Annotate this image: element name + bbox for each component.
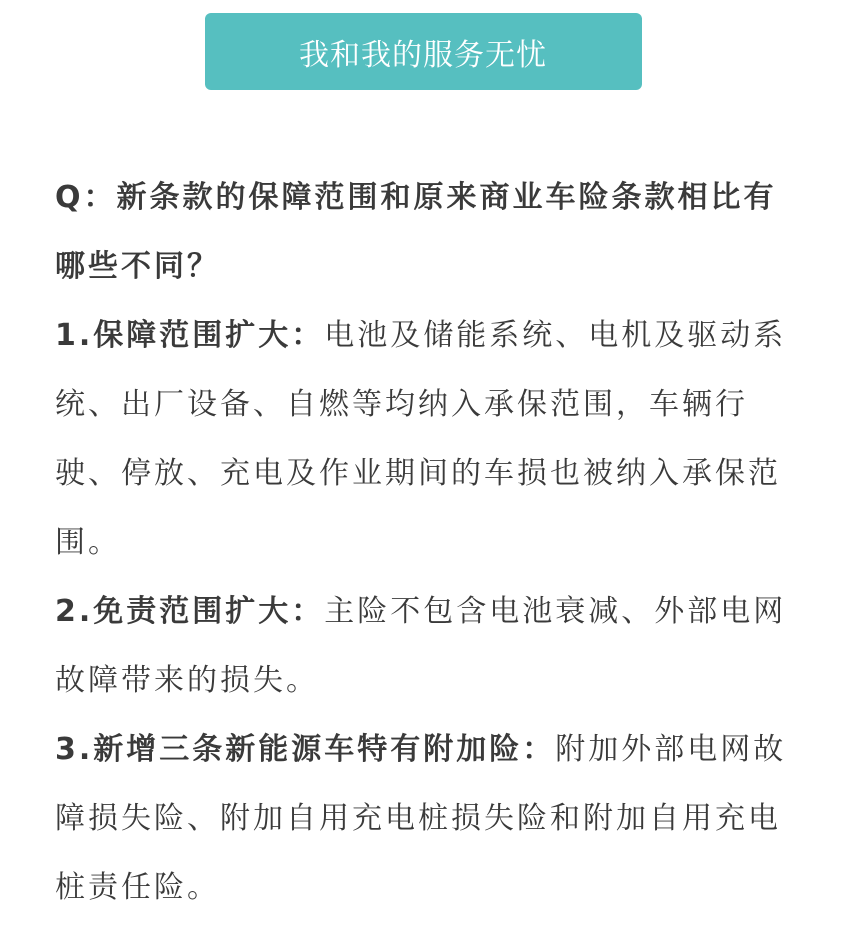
answer-item-1-heading: 1.保障范围扩大： (55, 318, 325, 353)
answer-item-3-heading: 3.新增三条新能源车特有附加险： (55, 732, 556, 767)
faq-question: Q：新条款的保障范围和原来商业车险条款相比有哪些不同？ (55, 180, 777, 284)
faq-answer-item-2 (55, 577, 800, 715)
faq-answer-item-3 (55, 715, 800, 922)
faq-answer-item-1 (55, 301, 800, 577)
service-title-button[interactable] (205, 13, 642, 90)
faq-content (55, 163, 800, 922)
header-container (0, 13, 846, 90)
service-title-label: 我和我的服务无忧 (299, 37, 547, 73)
answer-item-2-text: 主险不包含电池衰减、外部电网故障带来的损失。 (55, 594, 787, 698)
answer-item-1-text: 电池及储能系统、电机及驱动系统、出厂设备、自燃等均纳入承保范围，车辆行驶、停放、充电及作业期间的车损也被纳入承保范围。 (55, 318, 787, 560)
answer-item-2-heading: 2.免责范围扩大： (55, 594, 325, 629)
answer-item-3-text: 附加外部电网故障损失险、附加自用充电桩损失险和附加自用充电桩责任险。 (55, 732, 787, 905)
